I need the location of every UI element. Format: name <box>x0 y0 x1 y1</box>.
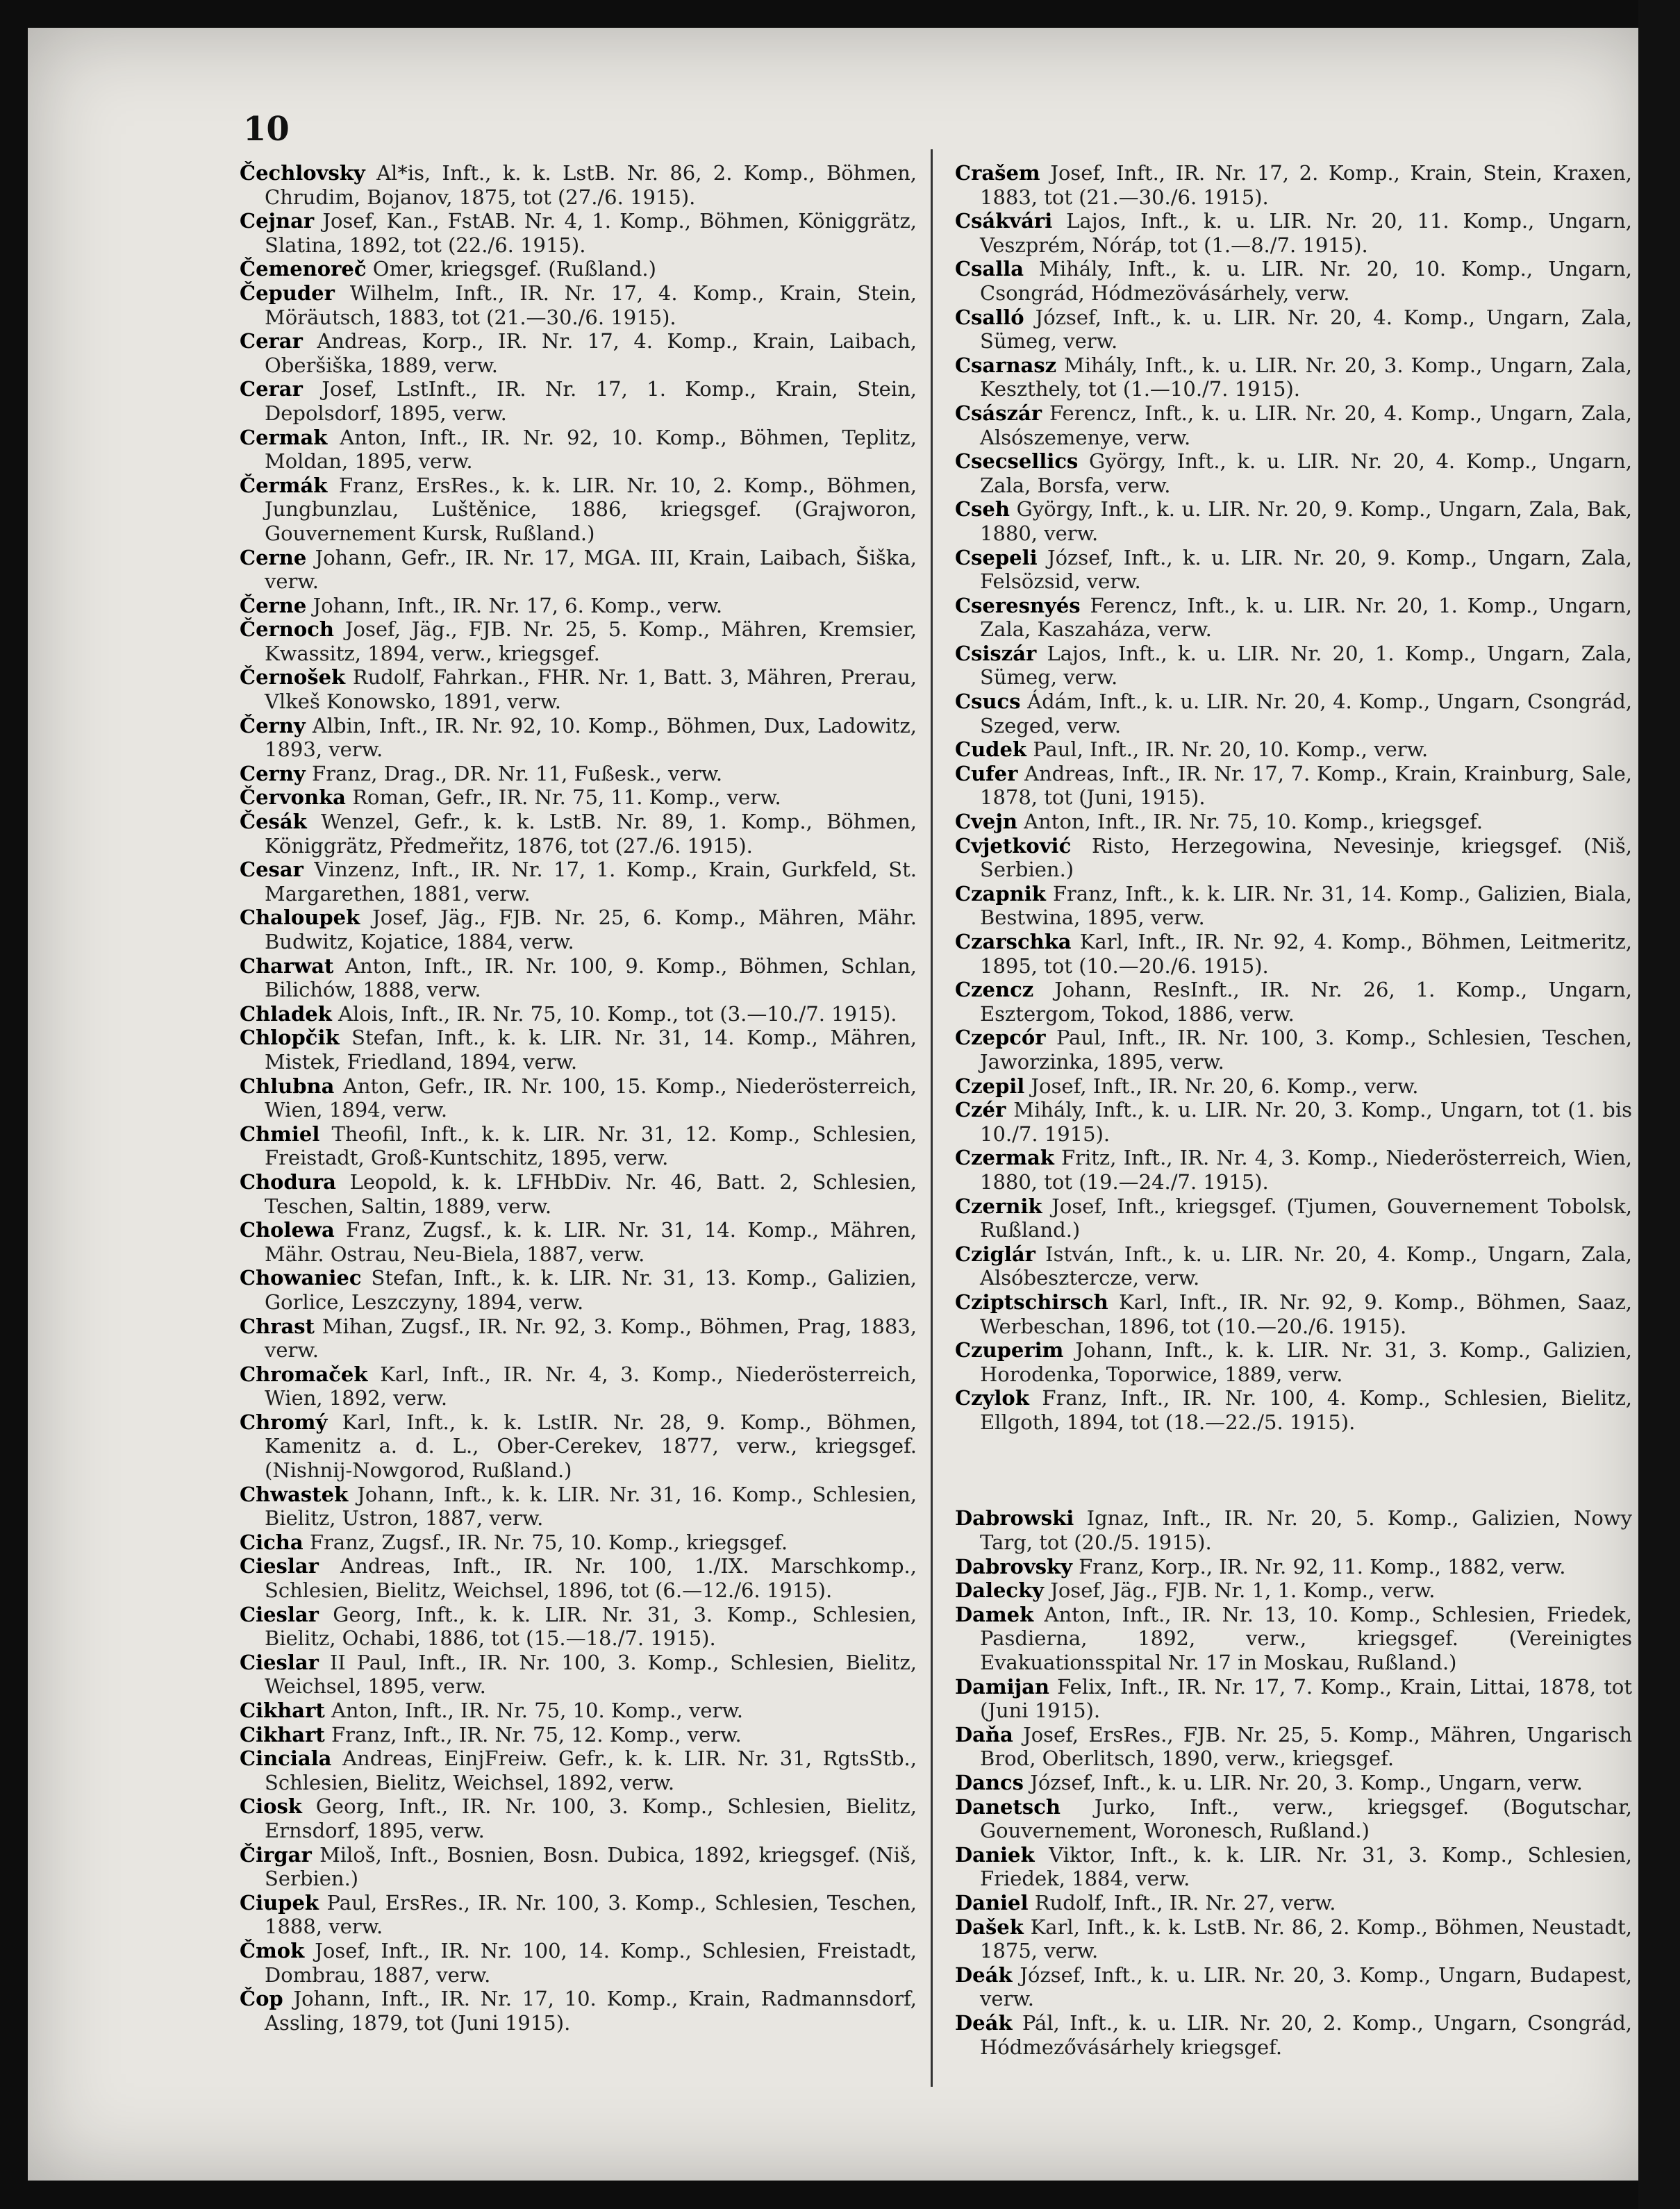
register-entry <box>955 1795 1632 1843</box>
register-entry <box>955 1386 1632 1434</box>
entry-surname: Cseh <box>955 497 1010 522</box>
register-entry <box>240 1554 917 1602</box>
page-number: 10 <box>243 110 290 149</box>
register-entry <box>240 161 917 209</box>
entry-details: Paul, ErsRes., IR. Nr. 100, 3. Komp., Schlesien, Teschen, 1888, verw. <box>265 1890 917 1939</box>
entry-surname: Chmiel <box>240 1122 320 1146</box>
register-entry <box>955 401 1632 449</box>
entry-surname: Cesar <box>240 858 303 882</box>
entry-details: Karl, Inft., IR. Nr. 92, 4. Komp., Böhmen, Leitmeritz, 1895, tot (10.—20./6. 1915). <box>980 930 1632 978</box>
entry-details: József, Inft., k. u. LIR. Nr. 20, 3. Komp., Ungarn, Budapest, verw. <box>980 1962 1632 2011</box>
entry-details: Johann, ResInft., IR. Nr. 26, 1. Komp., Ungarn, Esztergom, Tokod, 1886, verw. <box>980 978 1632 1026</box>
entry-surname: Čermák <box>240 473 328 497</box>
entry-surname: Cermak <box>240 425 328 449</box>
entry-details: Franz, ErsRes., k. k. LIR. Nr. 10, 2. Komp., Böhmen, Jungbunzlau, Luštěnice, 1886, kriegsgef. (Grajworon, Gouvernement Kursk, Rußland.) <box>265 473 917 545</box>
register-entry <box>240 1843 917 1891</box>
register-entry <box>240 209 917 257</box>
entry-surname: Daňa <box>955 1722 1013 1747</box>
entry-surname: Čop <box>240 1987 283 2011</box>
entry-surname: Ciupek <box>240 1890 319 1915</box>
entry-details: Anton, Inft., IR. Nr. 13, 10. Komp., Schlesien, Friedek, Pasdierna, 1892, verw., kriegsgef. (Vereinigtes Evakuationsspital Nr. 17 in Moskau, Rußland.) <box>980 1602 1632 1675</box>
entry-details: Mihan, Zugsf., IR. Nr. 92, 3. Komp., Böhmen, Prag, 1883, verw. <box>265 1314 917 1362</box>
register-entry <box>240 714 917 762</box>
register-entry <box>955 1338 1632 1386</box>
entry-details: Paul, Inft., IR. Nr. 20, 10. Komp., verw. <box>1026 737 1429 762</box>
entry-surname: Cikhart <box>240 1722 325 1747</box>
register-entry <box>240 810 917 858</box>
entry-surname: Ciosk <box>240 1794 302 1819</box>
register-entry <box>240 1699 917 1723</box>
entry-surname: Crašem <box>955 161 1040 185</box>
register-entry <box>240 1074 917 1122</box>
register-entry <box>955 1915 1632 1963</box>
entry-details: Josef, ErsRes., FJB. Nr. 25, 5. Komp., Mähren, Ungarisch Brod, Oberlitsch, 1890, verw., kriegsgef. <box>980 1722 1632 1771</box>
register-entry <box>240 1218 917 1266</box>
entry-surname: Czepil <box>955 1074 1025 1098</box>
entry-surname: Cieslar <box>240 1554 319 1578</box>
entry-surname: Chladek <box>240 1001 332 1026</box>
register-entry <box>240 617 917 665</box>
register-entry <box>240 1891 917 1939</box>
entry-surname: Chlopčik <box>240 1026 340 1050</box>
entry-details: Karl, Inft., IR. Nr. 92, 9. Komp., Böhmen, Saaz, Werbeschan, 1896, tot (10.—20./6. 1915). <box>980 1290 1632 1338</box>
register-entry <box>240 1410 917 1483</box>
register-entry <box>955 737 1632 762</box>
entry-surname: Cieslar <box>240 1602 319 1626</box>
register-entry <box>240 1362 917 1410</box>
register-entry <box>955 161 1632 209</box>
register-entry <box>240 546 917 594</box>
entry-details: II Paul, Inft., IR. Nr. 100, 3. Komp., Schlesien, Bielitz, Weichsel, 1895, verw. <box>265 1650 917 1699</box>
entry-details: Anton, Inft., IR. Nr. 75, 10. Komp., verw. <box>324 1699 743 1722</box>
register-entry <box>955 257 1632 305</box>
register-entry <box>955 306 1632 353</box>
entry-details: Al*is, Inft., k. k. LstB. Nr. 86, 2. Komp., Böhmen, Chrudim, Bojanov, 1875, tot (27./6. 1915). <box>265 161 917 209</box>
entry-details: József, Inft., k. u. LIR. Nr. 20, 9. Komp., Ungarn, Zala, Felsözsid, verw. <box>980 545 1632 594</box>
entry-surname: Chlubna <box>240 1074 335 1098</box>
register-entry <box>240 1002 917 1026</box>
entry-details: Johann, Inft., IR. Nr. 17, 10. Komp., Krain, Radmannsdorf, Assling, 1879, tot (Juni 1915). <box>265 1987 917 2035</box>
register-entry <box>240 762 917 786</box>
entry-details: Josef, Inft., kriegsgef. (Tjumen, Gouvernement Tobolsk, Rußland.) <box>980 1194 1632 1242</box>
entry-surname: Csákvári <box>955 209 1053 233</box>
entry-details: Leopold, k. k. LFHbDiv. Nr. 46, Batt. 2, Schlesien, Teschen, Saltin, 1889, verw. <box>265 1169 917 1218</box>
entry-surname: Čirgar <box>240 1842 312 1867</box>
entry-surname: Danetsch <box>955 1794 1061 1819</box>
entry-details: Vinzenz, Inft., IR. Nr. 17, 1. Komp., Krain, Gurkfeld, St. Margarethen, 1881, verw. <box>265 858 917 906</box>
register-entry <box>955 1578 1632 1603</box>
register-entry <box>955 1146 1632 1194</box>
entry-surname: Cikhart <box>240 1699 325 1722</box>
entry-details: Viktor, Inft., k. k. LIR. Nr. 31, 3. Komp., Schlesien, Friedek, 1884, verw. <box>980 1842 1632 1891</box>
register-entry <box>240 474 917 546</box>
register-entry <box>955 2011 1632 2059</box>
register-entry <box>240 1122 917 1170</box>
entry-surname: Černoch <box>240 617 334 642</box>
entry-surname: Chrast <box>240 1314 315 1338</box>
register-entry <box>955 1026 1632 1074</box>
entry-surname: Dabrovsky <box>955 1554 1072 1578</box>
entry-surname: Deák <box>955 2010 1013 2035</box>
register-entry <box>955 1555 1632 1579</box>
entry-details: Andreas, Inft., IR. Nr. 100, 1./IX. Marschkomp., Schlesien, Bielitz, Weichsel, 1896, tot (6.—12./6. 1915). <box>265 1554 917 1603</box>
entry-surname: Čechlovsky <box>240 161 365 185</box>
register-entry <box>955 762 1632 810</box>
entry-surname: Cinciala <box>240 1747 332 1771</box>
entry-details: Wilhelm, Inft., IR. Nr. 17, 4. Komp., Krain, Stein, Möräutsch, 1883, tot (21.—30./6. 1915). <box>265 281 917 329</box>
section-c-entries <box>955 161 1632 1434</box>
entry-details: Franz, Drag., DR. Nr. 11, Fußesk., verw. <box>305 761 723 785</box>
entry-surname: Deák <box>955 1962 1013 1987</box>
entry-details: Anton, Inft., IR. Nr. 75, 10. Komp., kriegsgef. <box>1017 810 1483 834</box>
register-entry <box>955 1891 1632 1915</box>
entry-surname: Dašek <box>955 1915 1024 1939</box>
entry-details: Pál, Inft., k. u. LIR. Nr. 20, 2. Komp., Ungarn, Csongrád, Hódmezővásárhely kriegsgef. <box>980 2010 1632 2059</box>
entry-details: Paul, Inft., IR. Nr. 100, 3. Komp., Schlesien, Teschen, Jaworzinka, 1895, verw. <box>980 1026 1632 1074</box>
entry-details: Rudolf, Fahrkan., FHR. Nr. 1, Batt. 3, Mähren, Prerau, Vlkeš Konowsko, 1891, verw. <box>265 665 917 714</box>
entry-surname: Csalla <box>955 257 1024 281</box>
register-entry <box>955 642 1632 690</box>
entry-surname: Chowaniec <box>240 1266 362 1290</box>
entry-surname: Charwat <box>240 953 334 978</box>
register-entry <box>955 834 1632 882</box>
entry-details: Josef, Inft., IR. Nr. 100, 14. Komp., Schlesien, Freistadt, Dombrau, 1887, verw. <box>265 1938 917 1987</box>
entry-surname: Czér <box>955 1098 1006 1122</box>
entry-details: Stefan, Inft., k. k. LIR. Nr. 31, 14. Komp., Mähren, Mistek, Friedland, 1894, verw. <box>265 1026 917 1074</box>
entry-surname: Cerne <box>240 545 307 569</box>
register-entry <box>240 1266 917 1314</box>
entry-details: Andreas, EinjFreiw. Gefr., k. k. LIR. Nr. 31, RgtsStb., Schlesien, Bielitz, Weichsel, 1892, verw. <box>265 1747 917 1794</box>
entry-surname: Čemenoreč <box>240 257 367 281</box>
entry-details: Georg, Inft., IR. Nr. 100, 3. Komp., Schlesien, Bielitz, Ernsdorf, 1895, verw. <box>265 1794 917 1842</box>
register-entry <box>955 1963 1632 2011</box>
entry-surname: Černe <box>240 593 307 617</box>
entry-details: Mihály, Inft., k. u. LIR. Nr. 20, 3. Komp., Ungarn, Zala, Keszthely, tot (1.—10./7. 1915). <box>980 353 1632 401</box>
register-entry <box>240 1723 917 1747</box>
register-entry <box>240 1170 917 1218</box>
entry-details: Ignaz, Inft., IR. Nr. 20, 5. Komp., Galizien, Nowy Targ, tot (20./5. 1915). <box>980 1506 1632 1555</box>
entry-surname: Černošek <box>240 665 346 690</box>
entry-details: György, Inft., k. u. LIR. Nr. 20, 4. Komp., Ungarn, Zala, Borsfa, verw. <box>980 449 1632 497</box>
entry-details: Roman, Gefr., IR. Nr. 75, 11. Komp., verw. <box>345 785 781 810</box>
entry-details: Fritz, Inft., IR. Nr. 4, 3. Komp., Niederösterreich, Wien, 1880, tot (19.—24./7. 1915). <box>980 1146 1632 1194</box>
register-entry <box>955 882 1632 930</box>
entry-surname: Cicha <box>240 1530 303 1554</box>
register-entry <box>955 1603 1632 1675</box>
register-entry <box>240 1794 917 1842</box>
register-entry <box>240 1987 917 2035</box>
entry-details: József, Inft., k. u. LIR. Nr. 20, 4. Komp., Ungarn, Zala, Sümeg, verw. <box>980 305 1632 353</box>
entry-details: Miloš, Inft., Bosnien, Bosn. Dubica, 1892, kriegsgef. (Niš, Serbien.) <box>265 1842 917 1891</box>
entry-details: Theofil, Inft., k. k. LIR. Nr. 31, 12. Komp., Schlesien, Freistadt, Groß-Kuntschitz, 1895, verw. <box>265 1122 917 1170</box>
entry-surname: Csarnasz <box>955 353 1057 377</box>
entry-details: Stefan, Inft., k. k. LIR. Nr. 31, 13. Komp., Galizien, Gorlice, Leszczyny, 1894, verw. <box>265 1266 917 1314</box>
register-entry <box>240 665 917 713</box>
entry-surname: Dabrowski <box>955 1506 1074 1531</box>
entry-surname: Černy <box>240 713 306 737</box>
entry-surname: Chodura <box>240 1169 336 1194</box>
register-entry <box>240 329 917 377</box>
entry-details: Franz, Inft., IR. Nr. 100, 4. Komp., Schlesien, Bielitz, Ellgoth, 1894, tot (18.—22./5. 1915). <box>980 1386 1632 1434</box>
column-divider <box>931 149 933 2087</box>
section-gap <box>955 1434 1632 1506</box>
entry-details: Franz, Zugsf., IR. Nr. 75, 10. Komp., kriegsgef. <box>303 1530 788 1554</box>
left-column <box>240 161 917 2035</box>
scan-border <box>1638 0 1680 2209</box>
entry-details: Franz, Zugsf., k. k. LIR. Nr. 31, 14. Komp., Mähren, Mähr. Ostrau, Neu-Biela, 1887, verw. <box>265 1218 917 1266</box>
entry-surname: Czuperim <box>955 1338 1064 1362</box>
entry-details: Lajos, Inft., k. u. LIR. Nr. 20, 1. Komp., Ungarn, Zala, Sümeg, verw. <box>980 641 1632 690</box>
entry-details: Anton, Gefr., IR. Nr. 100, 15. Komp., Niederösterreich, Wien, 1894, verw. <box>265 1074 917 1122</box>
register-entry <box>955 1771 1632 1795</box>
entry-surname: Czylok <box>955 1386 1029 1410</box>
entry-details: Johann, Inft., IR. Nr. 17, 6. Komp., verw. <box>306 593 723 617</box>
register-entry <box>955 209 1632 257</box>
register-entry <box>240 1483 917 1531</box>
entry-surname: Czermak <box>955 1146 1054 1170</box>
register-entry <box>240 906 917 953</box>
entry-details: Johann, Inft., k. k. LIR. Nr. 31, 16. Komp., Schlesien, Bielitz, Ustron, 1887, verw. <box>265 1482 917 1531</box>
register-entry <box>240 281 917 329</box>
register-entry <box>955 594 1632 642</box>
entry-surname: Damijan <box>955 1674 1050 1699</box>
entry-surname: Chromaček <box>240 1362 368 1386</box>
entry-details: István, Inft., k. u. LIR. Nr. 20, 4. Komp., Ungarn, Zala, Alsóbesztercze, verw. <box>980 1242 1632 1290</box>
entry-surname: Czarschka <box>955 930 1072 953</box>
register-entry <box>240 954 917 1002</box>
entry-surname: Cieslar <box>240 1650 319 1674</box>
entry-details: Risto, Herzegowina, Nevesinje, kriegsgef. (Niš, Serbien.) <box>980 833 1632 882</box>
entry-details: Josef, Kan., FstAB. Nr. 4, 1. Komp., Böhmen, Königgrätz, Slatina, 1892, tot (22./6. 1915). <box>265 209 917 257</box>
entry-details: Franz, Inft., IR. Nr. 75, 12. Komp., verw. <box>324 1722 742 1747</box>
entry-details: Ferencz, Inft., k. u. LIR. Nr. 20, 4. Komp., Ungarn, Zala, Alsószemenye, verw. <box>980 401 1632 449</box>
register-entry <box>955 1098 1632 1146</box>
entry-details: Josef, Inft., IR. Nr. 20, 6. Komp., verw. <box>1024 1074 1419 1098</box>
entry-details: Rudolf, Inft., IR. Nr. 27, verw. <box>1028 1890 1336 1915</box>
entry-surname: Damek <box>955 1602 1034 1626</box>
entry-surname: Chromý <box>240 1410 328 1434</box>
entry-details: Johann, Inft., k. k. LIR. Nr. 31, 3. Komp., Galizien, Horodenka, Toporwice, 1889, verw. <box>980 1338 1632 1386</box>
entry-details: Andreas, Korp., IR. Nr. 17, 4. Komp., Krain, Laibach, Oberšiška, 1889, verw. <box>265 329 917 377</box>
entry-details: Albin, Inft., IR. Nr. 92, 10. Komp., Böhmen, Dux, Ladowitz, 1893, verw. <box>265 713 917 762</box>
entry-surname: Czernik <box>955 1194 1042 1218</box>
section-d-entries <box>955 1506 1632 2059</box>
register-entry <box>955 1290 1632 1338</box>
right-column <box>955 161 1632 2059</box>
entry-details: Josef, Jäg., FJB. Nr. 25, 6. Komp., Mähren, Mähr. Budwitz, Kojatice, 1884, verw. <box>265 906 917 953</box>
entry-surname: Cerar <box>240 329 303 353</box>
entry-surname: Dancs <box>955 1771 1024 1794</box>
entry-details: Alois, Inft., IR. Nr. 75, 10. Komp., tot (3.—10./7. 1915). <box>331 1001 897 1026</box>
register-entry <box>240 1747 917 1794</box>
entry-surname: Čmok <box>240 1938 305 1962</box>
register-entry <box>240 594 917 618</box>
register-entry <box>240 1651 917 1699</box>
entry-surname: Chwastek <box>240 1482 349 1506</box>
entry-details: Anton, Inft., IR. Nr. 100, 9. Komp., Böhmen, Schlan, Bilichów, 1888, verw. <box>265 953 917 1002</box>
entry-surname: Cerny <box>240 761 306 785</box>
entry-details: Josef, Inft., IR. Nr. 17, 2. Komp., Krain, Stein, Kraxen, 1883, tot (21.—30./6. 1915). <box>980 161 1632 209</box>
entry-surname: Cerar <box>240 377 303 401</box>
register-entry <box>955 978 1632 1026</box>
register-entry <box>955 449 1632 497</box>
entry-details: Franz, Inft., k. k. LIR. Nr. 31, 14. Komp., Galizien, Biala, Bestwina, 1895, verw. <box>980 881 1632 930</box>
entry-surname: Csepeli <box>955 545 1038 569</box>
register-entry <box>955 690 1632 737</box>
entry-surname: Czapnik <box>955 881 1046 906</box>
register-entry <box>240 1939 917 1987</box>
entry-details: Josef, LstInft., IR. Nr. 17, 1. Komp., Krain, Stein, Depolsdorf, 1895, verw. <box>265 377 917 425</box>
register-entry <box>955 1723 1632 1771</box>
entry-details: Omer, kriegsgef. (Rußland.) <box>366 257 656 281</box>
entry-details: Franz, Korp., IR. Nr. 92, 11. Komp., 1882, verw. <box>1072 1554 1566 1578</box>
entry-surname: Cvejn <box>955 810 1017 834</box>
register-entry <box>955 353 1632 401</box>
register-entry <box>955 1675 1632 1723</box>
entry-surname: Česák <box>240 810 307 834</box>
entry-details: Ádám, Inft., k. u. LIR. Nr. 20, 4. Komp., Ungarn, Csongrád, Szeged, verw. <box>980 690 1632 737</box>
entry-details: Lajos, Inft., k. u. LIR. Nr. 20, 11. Komp., Ungarn, Veszprém, Nóráp, tot (1.—8./7. 1915). <box>980 209 1632 257</box>
register-entry <box>955 1074 1632 1099</box>
entry-details: Josef, Jäg., FJB. Nr. 25, 5. Komp., Mähren, Kremsier, Kwassitz, 1894, verw., kriegsgef. <box>265 617 917 665</box>
register-entry <box>955 1194 1632 1242</box>
register-entry <box>240 1603 917 1651</box>
entry-details: Wenzel, Gefr., k. k. LstB. Nr. 89, 1. Komp., Böhmen, Königgrätz, Předmeřitz, 1876, tot (27./6. 1915). <box>265 810 917 858</box>
entry-surname: Cholewa <box>240 1218 335 1242</box>
entry-surname: Daniek <box>955 1842 1035 1867</box>
register-entry <box>240 1026 917 1074</box>
entry-details: Karl, Inft., IR. Nr. 4, 3. Komp., Niederösterreich, Wien, 1892, verw. <box>265 1362 917 1410</box>
entry-details: József, Inft., k. u. LIR. Nr. 20, 3. Komp., Ungarn, verw. <box>1024 1771 1583 1794</box>
entry-surname: Cufer <box>955 761 1018 785</box>
entry-details: Mihály, Inft., k. u. LIR. Nr. 20, 10. Komp., Ungarn, Csongrád, Hódmezövásárhely, verw. <box>980 257 1632 305</box>
entry-details: Josef, Jäg., FJB. Nr. 1, 1. Komp., verw. <box>1044 1578 1436 1603</box>
entry-details: Andreas, Inft., IR. Nr. 17, 7. Komp., Krain, Krainburg, Sale, 1878, tot (Juni, 1915). <box>980 761 1632 810</box>
entry-surname: Cejnar <box>240 209 315 233</box>
entry-details: Mihály, Inft., k. u. LIR. Nr. 20, 3. Komp., Ungarn, tot (1. bis 10./7. 1915). <box>980 1098 1632 1146</box>
entry-surname: Cziptschirsch <box>955 1290 1108 1314</box>
entry-surname: Czepcór <box>955 1026 1046 1050</box>
entry-surname: Červonka <box>240 785 346 810</box>
register-entry <box>240 1531 917 1555</box>
register-entry <box>240 257 917 281</box>
register-entry <box>955 810 1632 834</box>
register-entry <box>240 785 917 810</box>
entry-surname: Daniel <box>955 1890 1029 1915</box>
entry-details: Anton, Inft., IR. Nr. 92, 10. Komp., Böhmen, Teplitz, Moldan, 1895, verw. <box>265 425 917 474</box>
register-entry <box>955 1506 1632 1554</box>
entry-surname: Cziglár <box>955 1242 1036 1266</box>
entry-surname: Cseresnyés <box>955 593 1081 617</box>
entry-details: Karl, Inft., k. k. LstIR. Nr. 28, 9. Komp., Böhmen, Kamenitz a. d. L., Ober-Cerekev, 1877, verw., kriegsgef. (Nishnij-Nowgorod, Rußland.) <box>265 1410 917 1483</box>
entry-surname: Csucs <box>955 690 1021 714</box>
register-entry <box>240 1315 917 1362</box>
register-entry <box>240 377 917 425</box>
entry-surname: Csecsellics <box>955 449 1079 474</box>
entry-details: Felix, Inft., IR. Nr. 17, 7. Komp., Krain, Littai, 1878, tot (Juni 1915). <box>980 1674 1632 1723</box>
entry-surname: Cvjetković <box>955 833 1072 858</box>
entry-surname: Dalecky <box>955 1578 1045 1603</box>
register-entry <box>955 930 1632 978</box>
entry-details: Ferencz, Inft., k. u. LIR. Nr. 20, 1. Komp., Ungarn, Zala, Kaszaháza, verw. <box>980 593 1632 642</box>
entry-surname: Chaloupek <box>240 906 360 930</box>
register-entry <box>955 1843 1632 1891</box>
entry-details: Georg, Inft., k. k. LIR. Nr. 31, 3. Komp., Schlesien, Bielitz, Ochabi, 1886, tot (15.—18./7. 1915). <box>265 1602 917 1651</box>
register-entry <box>955 497 1632 545</box>
register-entry <box>240 426 917 474</box>
entry-surname: Csalló <box>955 305 1024 329</box>
entry-details: Karl, Inft., k. k. LstB. Nr. 86, 2. Komp., Böhmen, Neustadt, 1875, verw. <box>980 1915 1632 1963</box>
register-entry <box>955 546 1632 594</box>
entry-details: György, Inft., k. u. LIR. Nr. 20, 9. Komp., Ungarn, Zala, Bak, 1880, verw. <box>980 497 1632 545</box>
entry-details: Jurko, Inft., verw., kriegsgef. (Bogutschar, Gouvernement, Woronesch, Rußland.) <box>980 1794 1632 1843</box>
entry-surname: Császár <box>955 401 1042 425</box>
entry-details: Johann, Gefr., IR. Nr. 17, MGA. III, Krain, Laibach, Šiška, verw. <box>265 545 917 594</box>
entry-surname: Czencz <box>955 978 1034 1002</box>
entry-surname: Csiszár <box>955 641 1037 665</box>
entry-surname: Cudek <box>955 737 1026 762</box>
register-entry <box>955 1242 1632 1290</box>
entry-surname: Čepuder <box>240 281 335 305</box>
register-entry <box>240 858 917 906</box>
